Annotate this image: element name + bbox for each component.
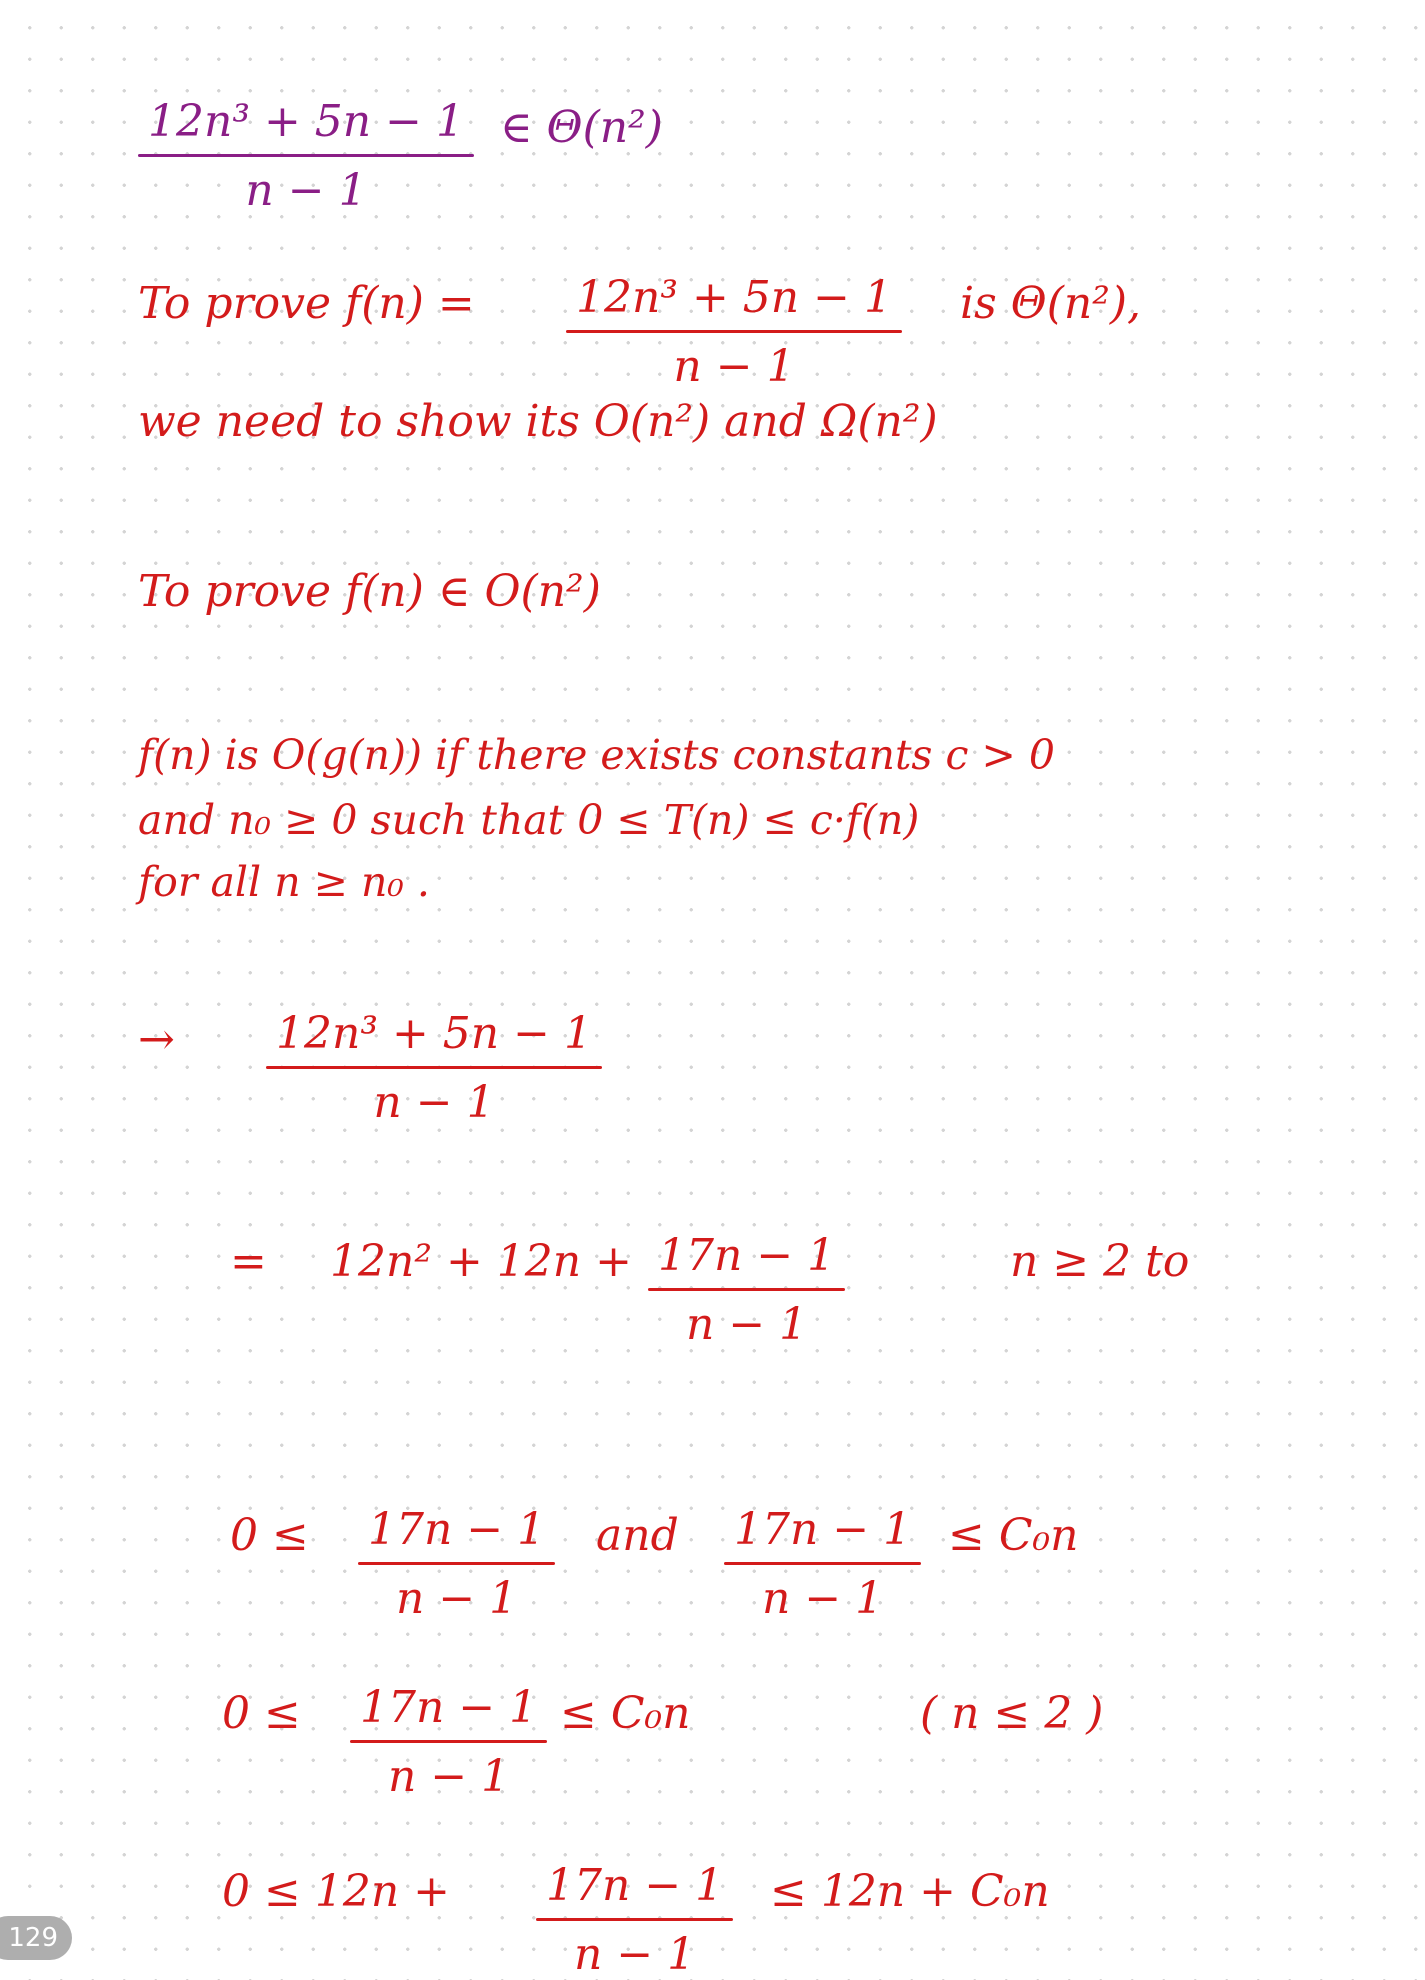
section-title: To prove f(n) ∈ O(n²) xyxy=(138,566,601,617)
ineq2-suffix: ≤ C₀n xyxy=(560,1688,691,1739)
header-denominator: n − 1 xyxy=(245,165,367,216)
equality-prefix: 12n² + 12n + xyxy=(330,1236,632,1287)
intro-suffix: is Θ(n²), xyxy=(960,278,1142,329)
intro-line2: we need to show its O(n²) and Ω(n²) xyxy=(138,396,938,447)
ineq1-fraction-2 xyxy=(724,1504,921,1624)
definition-line1: f(n) is O(g(n)) if there exists constants c > 0 xyxy=(138,731,1055,779)
header-relation: ∈ Θ(n²) xyxy=(500,102,663,153)
page-number-badge: 129 xyxy=(0,1916,72,1960)
intro-prefix: To prove f(n) = xyxy=(138,278,475,329)
ineq1-suffix: ≤ C₀n xyxy=(948,1510,1079,1561)
expr-denominator: n − 1 xyxy=(373,1077,495,1128)
ineq1-fraction xyxy=(358,1504,555,1624)
ineq1-denominator: n − 1 xyxy=(396,1573,518,1624)
equality-numerator: 17n − 1 xyxy=(658,1230,836,1281)
ineq3-numerator: 17n − 1 xyxy=(546,1860,724,1911)
ineq3-fraction xyxy=(536,1860,733,1980)
ineq2-note: ( n ≤ 2 ) xyxy=(920,1688,1104,1739)
ineq3-suffix: ≤ 12n + C₀n xyxy=(770,1866,1050,1917)
ineq2-denominator: n − 1 xyxy=(388,1751,510,1802)
ineq1-numerator-2: 17n − 1 xyxy=(734,1504,912,1555)
intro-numerator: 12n³ + 5n − 1 xyxy=(576,272,892,323)
equality-note: n ≥ 2 to xyxy=(1010,1236,1190,1287)
expr-numerator: 12n³ + 5n − 1 xyxy=(276,1008,592,1059)
definition-line2: and n₀ ≥ 0 such that 0 ≤ T(n) ≤ c·f(n) xyxy=(138,796,920,844)
header-numerator: 12n³ + 5n − 1 xyxy=(148,96,464,147)
equality-denominator: n − 1 xyxy=(686,1299,808,1350)
definition-line3: for all n ≥ n₀ . xyxy=(138,858,430,906)
header-fraction xyxy=(138,96,474,216)
ineq3-prefix: 0 ≤ 12n + xyxy=(222,1866,451,1917)
equality-fraction xyxy=(648,1230,845,1350)
ineq1-prefix: 0 ≤ xyxy=(230,1510,309,1561)
arrow: → xyxy=(138,1014,175,1065)
ineq2-fraction xyxy=(350,1682,547,1802)
ineq3-denominator: n − 1 xyxy=(574,1929,696,1980)
ineq1-and: and xyxy=(596,1510,679,1561)
ineq1-numerator: 17n − 1 xyxy=(368,1504,546,1555)
ineq2-prefix: 0 ≤ xyxy=(222,1688,301,1739)
intro-fraction xyxy=(566,272,902,392)
equals-sign: = xyxy=(230,1236,267,1287)
ineq2-numerator: 17n − 1 xyxy=(360,1682,538,1733)
expr-fraction xyxy=(266,1008,602,1128)
ineq1-denominator-2: n − 1 xyxy=(762,1573,884,1624)
intro-denominator: n − 1 xyxy=(673,341,795,392)
